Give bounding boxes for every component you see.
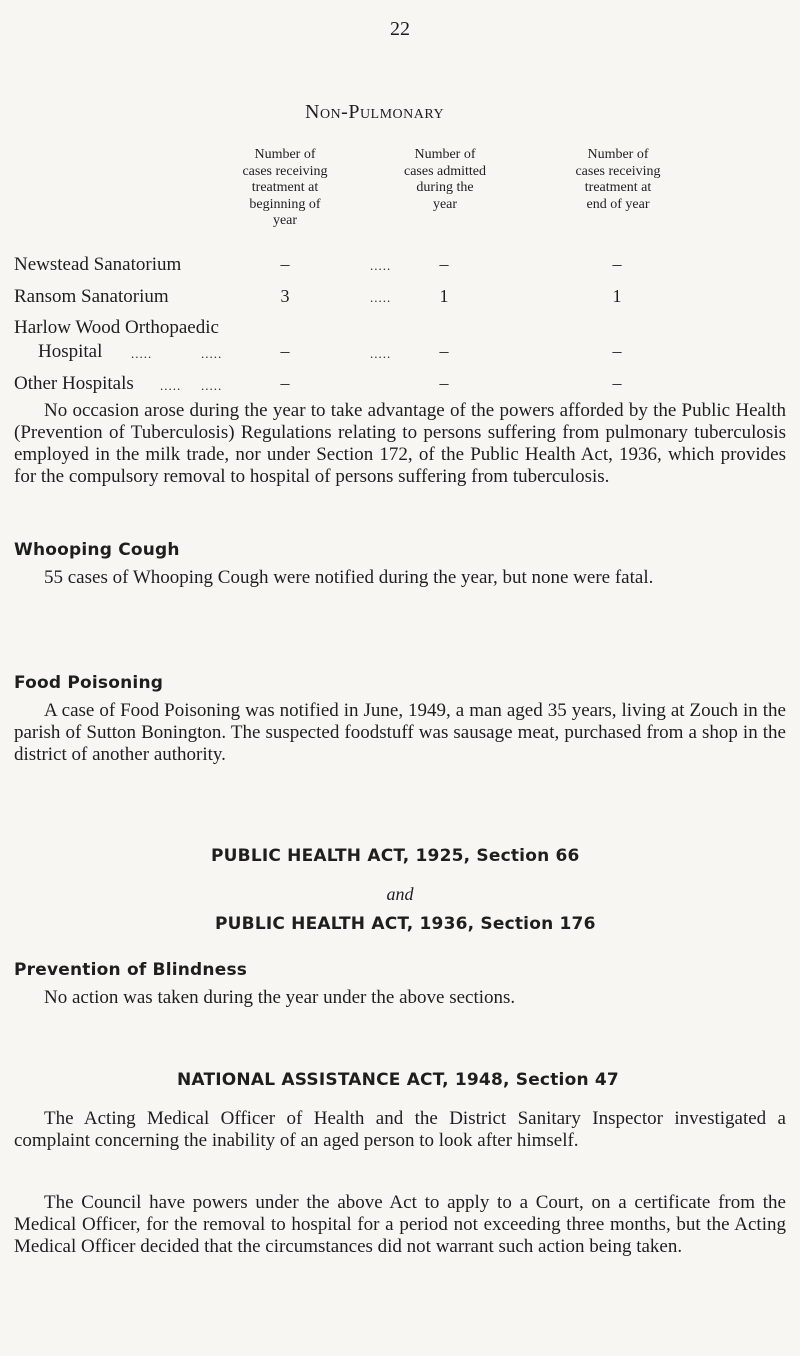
row-label-other-hospitals: Other Hospitals: [14, 373, 134, 394]
leader-dots: .....: [370, 290, 392, 305]
leader-dots: .....: [201, 346, 223, 361]
cell-newstead-end: –: [612, 254, 622, 274]
column-header-beginning: Number of cases receiving treatment at beginning of year: [242, 147, 328, 228]
cell-newstead-beginning: –: [280, 254, 290, 274]
national-assistance-heading: NATIONAL ASSISTANCE ACT, 1948, Section 47: [177, 1070, 619, 1090]
leader-dots: .....: [370, 258, 392, 273]
and-connector: and: [386, 884, 414, 904]
row-label-harlow-wood: Harlow Wood Orthopaedic: [14, 317, 219, 338]
cell-harlow-admitted: –: [439, 341, 449, 361]
leader-dots: .....: [131, 346, 153, 361]
whooping-cough-paragraph: [14, 567, 786, 589]
cell-ransom-end: 1: [612, 286, 622, 306]
cell-newstead-admitted: –: [439, 254, 449, 274]
row-label-harlow-hospital: Hospital: [38, 341, 103, 362]
column-header-admitted: Number of cases admitted during the year: [403, 147, 487, 212]
cell-other-beginning: –: [280, 373, 290, 393]
cell-ransom-admitted: 1: [439, 286, 449, 306]
food-poisoning-heading: Food Poisoning: [14, 673, 164, 693]
public-health-1936-heading: PUBLIC HEALTH ACT, 1936, Section 176: [215, 914, 596, 934]
prevention-of-blindness-paragraph: [14, 987, 786, 1009]
row-label-ransom: Ransom Sanatorium: [14, 286, 169, 307]
tuberculosis-note: [14, 400, 786, 488]
food-poisoning-paragraph: [14, 700, 786, 766]
cell-harlow-beginning: –: [280, 341, 290, 361]
national-assistance-paragraph-1: [14, 1108, 786, 1152]
food-poisoning-text: A case of Food Poisoning was notified in June, 1949, a man aged 35 years, living at Zouch in the parish of Sutton Bonington. The suspected foodstuff was sausage meat, purchased from a shop in the district of another authority.: [14, 700, 786, 765]
non-pulmonary-title: Non-Pulmonary: [305, 101, 445, 123]
page-number: 22: [390, 18, 410, 40]
leader-dots: .....: [160, 378, 182, 393]
leader-dots: .....: [370, 346, 392, 361]
leader-dots: .....: [201, 378, 223, 393]
tuberculosis-note-text: No occasion arose during the year to take advantage of the powers afforded by the Public Health (Prevention of Tuberculosis) Regulations relating to persons suffering from pulmonary tuberculosis employed in the milk trade, nor under Section 172, of the Public Health Act, 1936, which provides for the compulsory removal to hospital of persons suffering from tuberculosis.: [14, 400, 786, 487]
column-header-end: Number of cases receiving treatment at end of year: [575, 147, 661, 212]
cell-ransom-beginning: 3: [280, 286, 290, 306]
cell-other-end: –: [612, 373, 622, 393]
cell-other-admitted: –: [439, 373, 449, 393]
national-assistance-text-2: The Council have powers under the above Act to apply to a Court, on a certificate from the Medical Officer, for the removal to hospital for a period not exceeding three months, but the Acting Medical Officer decided that the circumstances did not warrant such action being taken.: [14, 1192, 786, 1257]
national-assistance-paragraph-2: [14, 1192, 786, 1258]
whooping-cough-heading: Whooping Cough: [14, 540, 180, 560]
row-label-newstead: Newstead Sanatorium: [14, 254, 182, 275]
whooping-cough-text: 55 cases of Whooping Cough were notified during the year, but none were fatal.: [44, 567, 654, 588]
prevention-of-blindness-text: No action was taken during the year under the above sections.: [44, 987, 516, 1008]
national-assistance-text-1: The Acting Medical Officer of Health and the District Sanitary Inspector investigated a complaint concerning the inability of an aged person to look after himself.: [14, 1108, 786, 1151]
public-health-1925-heading: PUBLIC HEALTH ACT, 1925, Section 66: [211, 846, 580, 866]
cell-harlow-end: –: [612, 341, 622, 361]
prevention-of-blindness-heading: Prevention of Blindness: [14, 960, 248, 980]
